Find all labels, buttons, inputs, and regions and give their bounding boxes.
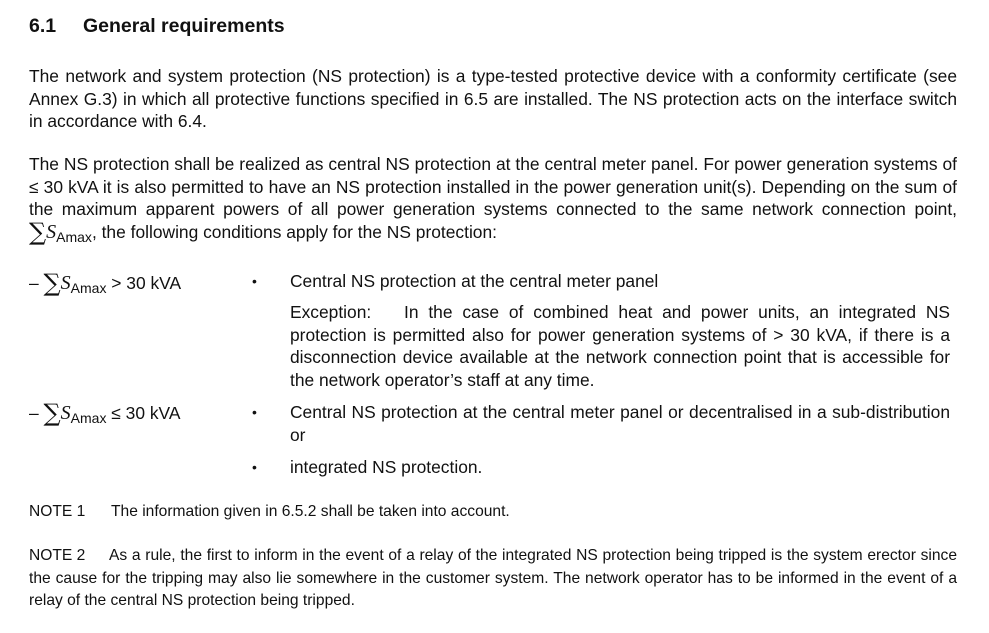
section-title: General requirements xyxy=(83,15,285,37)
paragraph-2-tail: , the following conditions apply for the NS protection: xyxy=(91,221,497,242)
formula-variable: S xyxy=(46,220,57,243)
bullet-icon: • xyxy=(252,404,257,420)
paragraph-2 xyxy=(29,153,957,244)
formula-subscript: Amax xyxy=(70,280,107,296)
formula-subscript: Amax xyxy=(70,410,107,426)
condition-less-equal-30 xyxy=(29,399,181,427)
condition-greater-than-30 xyxy=(29,269,182,297)
note-2 xyxy=(29,545,957,613)
condition-dash: – xyxy=(29,403,39,423)
sum-formula xyxy=(29,217,92,246)
sum-symbol: ∑ xyxy=(29,217,47,246)
formula-variable: S xyxy=(60,402,71,424)
paragraph-2-text: The NS protection shall be realized as central NS protection at the central meter panel. For power generation systems of ≤ 30 kVA it is also permitted to have an NS protection installed in the power generation unit(s). Depending on the sum of the maximum apparent powers of all power generation systems connected to the same network connection point, xyxy=(29,154,957,220)
exception-label: Exception: xyxy=(290,302,372,322)
bullet-icon: • xyxy=(252,459,257,475)
list-item: Central NS protection at the central meter panel or decentralised in a sub-distribution or xyxy=(290,402,950,445)
exception-text: In the case of combined heat and power units, an integrated NS protection is permitted also for power generation systems of > 30 kVA, if there is a disconnection device available at the network connection point that is accessible for the network operator’s staff at any time. xyxy=(290,302,950,390)
condition-relation: > 30 kVA xyxy=(111,273,182,293)
sum-symbol: ∑ xyxy=(43,269,61,297)
section-number: 6.1 xyxy=(29,15,57,37)
list-item: integrated NS protection. xyxy=(290,457,483,477)
note-text: The information given in 6.5.2 shall be taken into account. xyxy=(111,503,510,520)
paragraph-1: The network and system protection (NS protection) is a type-tested protective device with a conformity certificate (see Annex G.3) in which all protective functions specified in 6.5 are installed. The NS protection acts on the interface switch in accordance with 6.4. xyxy=(29,66,957,132)
note-1 xyxy=(29,501,957,524)
formula-subscript: Amax xyxy=(56,228,92,245)
condition-dash: – xyxy=(29,273,39,293)
exception-block xyxy=(290,301,950,391)
formula-variable: S xyxy=(60,272,71,294)
note-label: NOTE 2 xyxy=(29,547,86,564)
section-heading xyxy=(29,15,285,38)
note-text: As a rule, the first to inform in the event of a relay of the integrated NS protection being tripped is the system erector since the cause for the tripping may also lie somewhere in the customer system. The network operator has to be informed in the event of a relay of the central NS protection being tripped. xyxy=(29,547,957,610)
note-label: NOTE 1 xyxy=(29,503,86,520)
condition-relation: ≤ 30 kVA xyxy=(111,403,181,423)
list-item: Central NS protection at the central meter panel xyxy=(290,271,659,291)
sum-symbol: ∑ xyxy=(43,399,61,427)
bullet-icon: • xyxy=(252,273,257,289)
